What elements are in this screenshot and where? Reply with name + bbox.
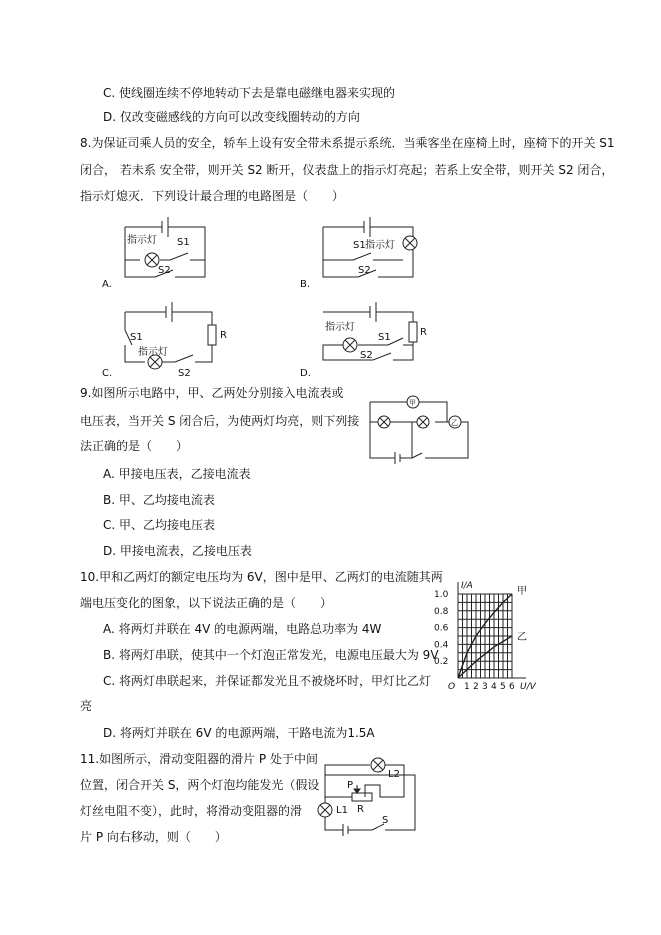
q10-option-a: A. 将两灯并联在 4V 的电源两端，电路总功率为 4W — [103, 622, 382, 636]
x-tick-label: 6 — [509, 682, 515, 692]
q11-text-4: 片 P 向右移动，则（ ） — [80, 830, 227, 844]
q11-text-3: 灯丝电阻不变），此时，将滑动变阻器的滑 — [80, 804, 303, 818]
q8-text-2: 闭合， 若未系 安全带，则开关 S2 断开，仪表盘上的指示灯亮起；若系上安全带，则开关 S2 闭合， — [80, 163, 614, 177]
q9-text-1: 9.如图所示电路中，甲、乙两处分别接入电流表或 — [80, 386, 344, 400]
series-label: 乙 — [517, 632, 527, 643]
q8-circuit-b — [298, 215, 428, 295]
q11-text-2: 位置，闭合开关 S，两个灯泡均能发光（假设 — [80, 778, 320, 792]
s2-label: S2 — [358, 265, 371, 276]
y-tick-label: 0.4 — [434, 640, 449, 651]
q7-option-c: C. 使线圈连续不停地转动下去是靠电磁继电器来实现的 — [103, 86, 396, 100]
p-label: P — [347, 780, 354, 791]
x-tick-label: 4 — [491, 682, 497, 692]
option-a-label: A. — [102, 279, 112, 290]
x-tick-label: 2 — [473, 682, 479, 692]
x-tick-label: 3 — [482, 682, 488, 692]
q9-option-c: C. 甲、乙均接电压表 — [103, 518, 216, 532]
option-c-label: C. — [102, 368, 113, 379]
series-label: 甲 — [517, 586, 527, 597]
x-tick-label: 5 — [500, 682, 506, 692]
x-tick-label: 1 — [464, 682, 470, 692]
s1-label: S1 — [353, 240, 366, 251]
q10-text-2: 端电压变化的图象，以下说法正确的是（ ） — [80, 596, 333, 610]
lamp-label: 指示灯 — [127, 235, 157, 246]
q10-option-d: D. 将两灯并联在 6V 的电源两端，干路电流为1.5A — [103, 726, 375, 740]
y-tick-label: 0.8 — [434, 606, 449, 617]
q9-option-a: A. 甲接电压表，乙接电流表 — [103, 467, 251, 481]
iu-chart — [430, 575, 560, 695]
s2-label: S2 — [360, 350, 373, 361]
s1-label: S1 — [130, 332, 143, 343]
r-label: R — [420, 327, 427, 338]
y-tick-label: 0.6 — [434, 623, 449, 634]
q11-circuit — [310, 755, 430, 840]
lamp-label: 指示灯 — [138, 347, 168, 358]
y-tick-label: 0.2 — [434, 657, 449, 668]
r-label: R — [357, 804, 364, 815]
l2-label: L2 — [388, 769, 400, 780]
option-d-label: D. — [300, 368, 311, 379]
q9-option-b: B. 甲、乙均接电流表 — [103, 493, 215, 507]
q8-text-3: 指示灯熄灭．下列设计最合理的电路图是（ ） — [80, 189, 345, 203]
y-tick-label: 1.0 — [434, 590, 449, 600]
s1-label: S1 — [177, 237, 190, 248]
l1-label: L1 — [336, 805, 348, 816]
s1-label: S1 — [378, 332, 391, 343]
s-label: S — [382, 815, 389, 826]
q10-option-c-cont: 亮 — [80, 699, 93, 713]
y-axis-label: I/A — [461, 581, 473, 591]
meter-yi: 乙 — [451, 419, 458, 427]
q8-circuit-d — [298, 300, 428, 380]
origin-label: O — [448, 682, 456, 692]
q8-circuit-c — [100, 300, 230, 380]
s2-label: S2 — [178, 368, 191, 379]
meter-jia: 甲 — [409, 399, 416, 407]
q7-option-d: D. 仅改变磁感线的方向可以改变线圈转动的方向 — [103, 110, 360, 124]
x-axis-label: U/V — [520, 682, 536, 692]
q9-option-d: D. 甲接电流表，乙接电压表 — [103, 544, 252, 558]
s2-label: S2 — [158, 265, 171, 276]
r-label: R — [220, 330, 227, 341]
q8-text-1: 8.为保证司乘人员的安全，轿车上设有安全带未系提示系统．当乘客坐在座椅上时，座椅下的开关 S1 — [80, 136, 615, 150]
q11-text-1: 11.如图所示，滑动变阻器的滑片 P 处于中间 — [80, 752, 318, 766]
q10-option-c: C. 将两灯串联起来，并保证都发光且不被烧坏时，甲灯比乙灯 — [103, 674, 432, 688]
q9-circuit — [360, 390, 470, 460]
q9-text-3: 法正确的是（ ） — [80, 439, 189, 453]
q10-option-b: B. 将两灯串联，使其中一个灯泡正常发光，电源电压最大为 9V — [103, 648, 439, 662]
q8-circuit-a — [100, 215, 230, 295]
lamp-label: 指示灯 — [325, 322, 355, 333]
q9-text-2: 电压表，当开关 S 闭合后，为使两灯均亮，则下列接 — [80, 414, 360, 428]
lamp-label: 指示灯 — [365, 240, 395, 251]
q10-text-1: 10.甲和乙两灯的额定电压均为 6V，图中是甲、乙两灯的电流随其两 — [80, 570, 443, 584]
option-b-label: B. — [300, 279, 311, 290]
